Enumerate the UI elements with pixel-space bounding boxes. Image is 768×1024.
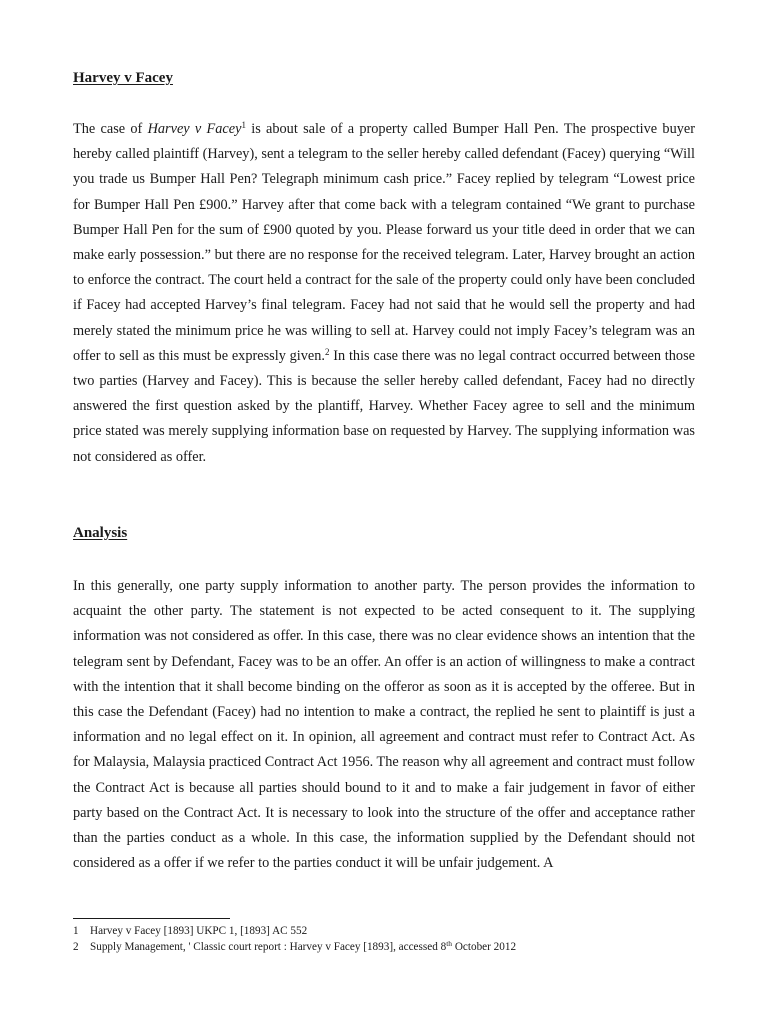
footnotes	[73, 923, 516, 955]
footnote-ref-2[interactable]: 2	[324, 346, 330, 357]
footnote-number: 2	[73, 941, 79, 953]
footnote-divider	[73, 918, 230, 919]
intro-text-3: In this case there was no legal contract occurred between those two parties (Harvey and Facey). This is because the seller hereby called defendant, Facey had no directly answered the first question asked by the plantiff, Harvey. Whether Facey agree to sell and the minimum price stated was merely supplying information base on requested by Harvey. The supplying information was not considered as offer.	[73, 347, 695, 465]
intro-text-1: The case of	[73, 121, 148, 137]
document-title: Harvey v Facey	[73, 70, 173, 86]
footnote-text: Harvey v Facey [1893] UKPC 1, [1893] AC 552	[90, 925, 308, 937]
analysis-heading: Analysis	[73, 525, 128, 541]
footnote-text: Supply Management, ' Classic court report : Harvey v Facey [1893], accessed 8	[90, 941, 447, 953]
footnote-text-after: October 2012	[452, 941, 517, 953]
footnote-1	[73, 923, 516, 939]
footnote-ref-1[interactable]: 1	[241, 120, 246, 130]
case-name: Harvey v Facey	[147, 121, 242, 137]
footnote-superscript: th	[446, 939, 453, 948]
intro-text-2: is about sale of a property called Bumper Hall Pen. The prospective buyer hereby called plaintiff (Harvey), sent a telegram to the seller hereby called defendant (Facey) querying “Will you trade us Bumper Hall Pen? Telegraph minimum cash price.” Facey replied by telegram “Lowest price for Bumper Hall Pen £900.” Harvey after that come back with a telegram contained “We grant to purchase Bumper Hall Pen for the sum of £900 quoted by you. Please forward us your title deed in order that we can make early possession.” but there are no response for the received telegram. Later, Harvey brought an action to enforce the contract. The court held a contract for the sale of the property could only have been concluded if Facey had accepted Harvey’s final telegram. Facey had not said that he would sell the property and had merely stated the minimum price he was willing to sell at. Harvey could not imply Facey’s telegram was an offer to sell as this must be expressly given.	[73, 121, 695, 364]
analysis-paragraph: In this generally, one party supply information to another party. The person provides the information to acquaint the other party. The statement is not expected to be acted consequent to it. The supplying information was not considered as offer. In this case, there was no clear evidence shows an intention that the telegram sent by Defendant, Facey was to be an offer. An offer is an action of willingness to make a contract with the intention that it shall become binding on the offeror as soon as it is accepted by the offeree. But in this case the Defendant (Facey) had no intention to make a contract, the replied he sent to plaintiff is just a information and no legal effect on it. In opinion, all agreement and contract must refer to Contract Act. As for Malaysia, Malaysia practiced Contract Act 1956. The reason why all agreement and contract must follow the Contract Act is because all parties should bound to it and to make a fair judgement in favor of either party based on the Contract Act. It is necessary to look into the structure of the offer and acceptance rather than the parties conduct as a whole. In this case, the information supplied by the Defendant should not considered as a offer if we refer to the parties conduct it will be unfair judgement. A	[73, 578, 695, 872]
intro-paragraph	[73, 117, 695, 470]
footnote-number: 1	[73, 925, 79, 937]
footnote-2	[73, 939, 516, 955]
